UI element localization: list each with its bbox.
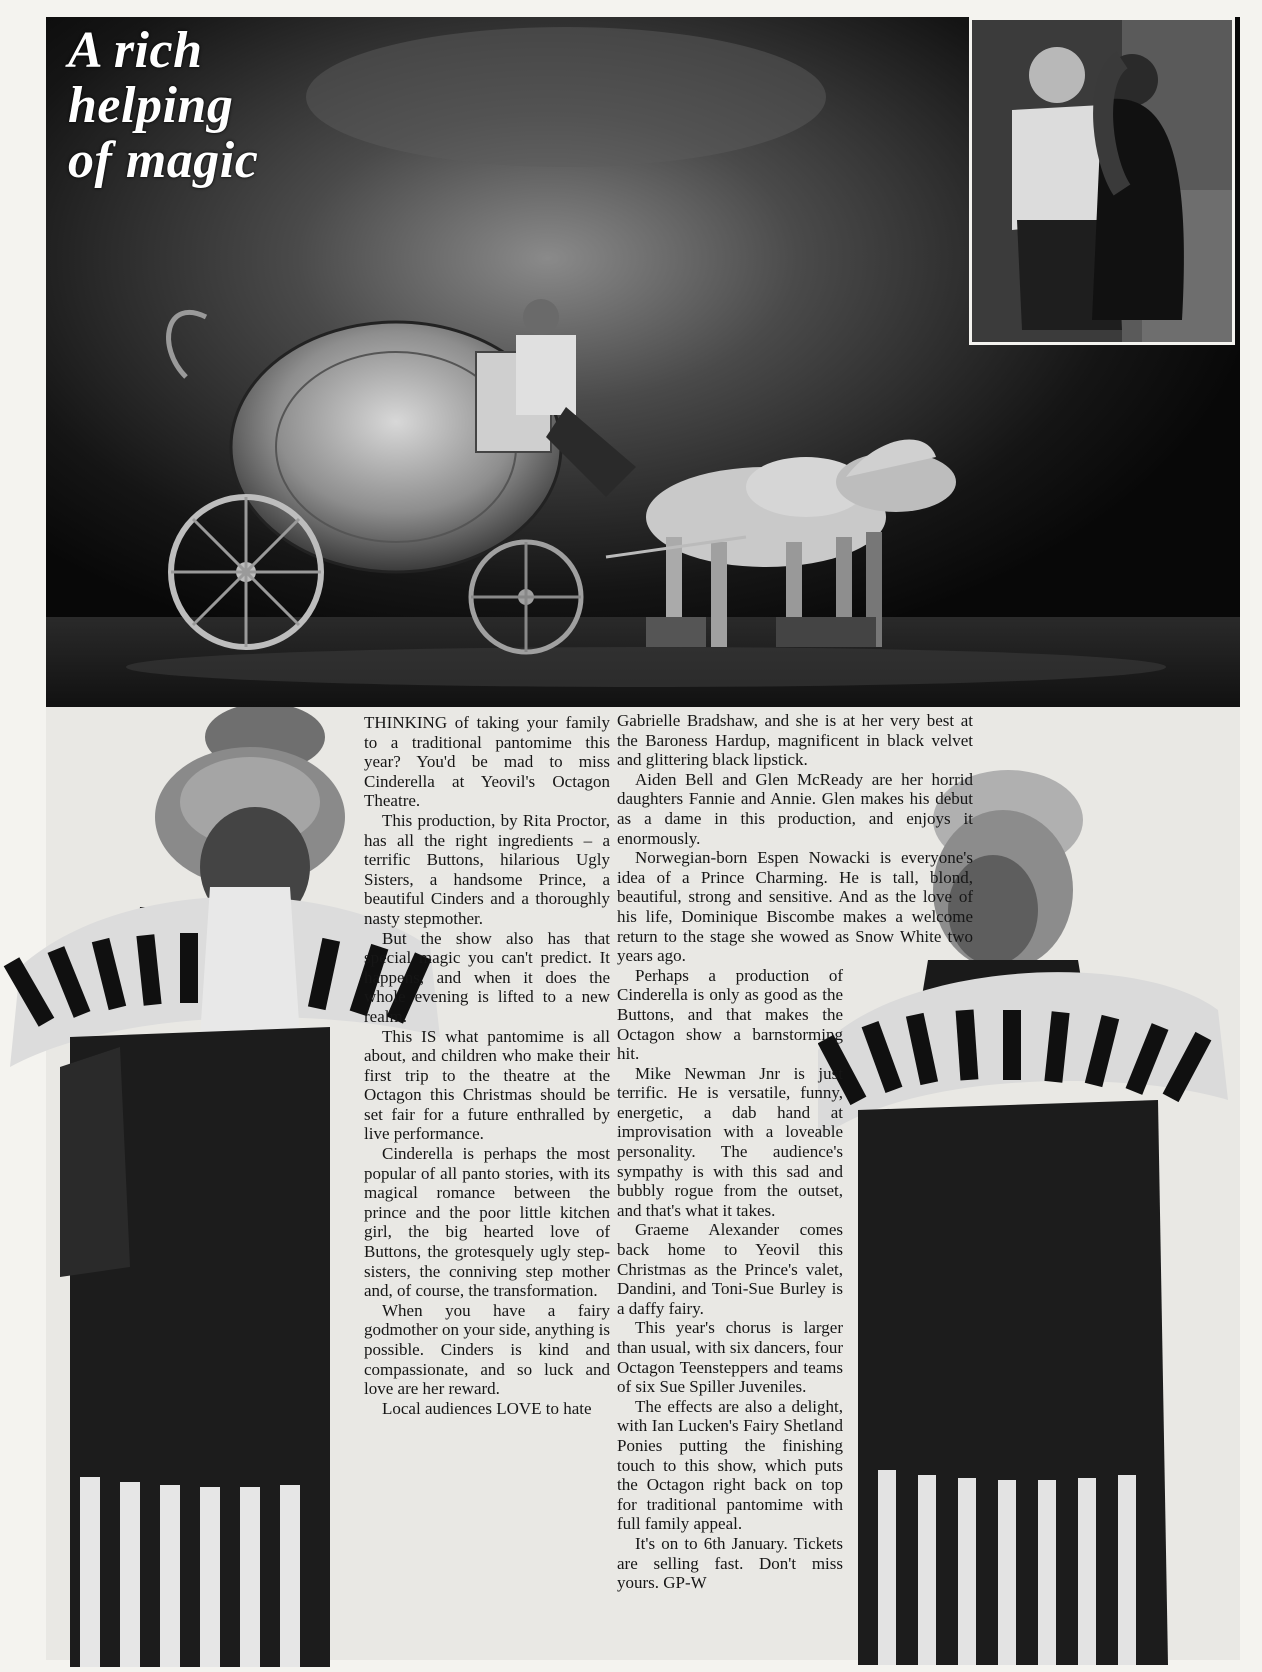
article-paragraph: The effects are also a delight, with Ian Lucken's Fairy Shetland Ponies putting the finishing touch to this show, which puts the Octagon right back on top for traditional pantomime with full family appeal. <box>617 1396 843 1534</box>
headline-line: of magic <box>68 132 259 189</box>
article-paragraph: Local audiences LOVE to hate <box>382 1398 592 1418</box>
headline-line: A rich <box>68 22 203 79</box>
article-paragraph: Gabrielle Bradshaw, and she is at her very best at the Baroness Hardup, magnificent in black velvet and glittering black lipstick. <box>617 711 973 770</box>
article-paragraph: This IS what pantomime is all about, and children who make their first trip to the theatre at the Octagon this Christmas should be set fair for a future enthralled by live performance. <box>364 1026 610 1144</box>
article-paragraph: Cinderella is perhaps the most popular of all panto stories, with its magical romance between the prince and the poor little kitchen girl, the big hearted love of Buttons, the grotesquely ugly step-sisters, the conniving step mother and, of course, the transformation. <box>364 1144 610 1301</box>
article-paragraph: But the show also has that special magic you can't predict. It happens, and when it does the whole evening is lifted to a new realm. <box>364 928 610 1026</box>
article-column-2 <box>617 711 973 1593</box>
article-paragraph: Graeme Alexander comes back home to Yeovil this Christmas as the Prince's valet, Dandini, and Toni-Sue Burley is a daffy fairy. <box>617 1220 843 1318</box>
article-paragraph: This production, by Rita Proctor, has all the right ingredients – a terrific Buttons, hilarious Ugly Sisters, a handsome Prince, a beautiful Cinders and a thoroughly nasty stepmother. <box>364 810 610 928</box>
headline-line: helping <box>68 77 234 134</box>
article-paragraph: Aiden Bell and Glen McReady are her horrid daughters Fannie and Annie. Glen makes his debut as a dame in this production, and enjoys it enormously. <box>617 769 973 848</box>
article-paragraph: Mike Newman Jnr is just terrific. He is versatile, funny, energetic, a dab hand at improvisation with a loveable personality. The audience's sympathy is with this sad and bubbly rogue from the outset, and that's what it takes. <box>617 1063 843 1220</box>
article-paragraph: When you have a fairy godmother on your side, anything is possible. Cinders is kind and compassionate, and so luck and love are her reward. <box>364 1300 610 1399</box>
article-paragraph: This year's chorus is larger than usual, with six dancers, four Octagon Teensteppers and teams of six Sue Spiller Juveniles. <box>617 1318 843 1397</box>
article-paragraph: THINKING of taking your family to a traditional pantomime this year? You'd be mad to miss Cinderella at Yeovil's Octagon Theatre. <box>364 713 610 811</box>
article-paragraph: Perhaps a production of Cinderella is only as good as the Buttons, and that makes the Octagon show a barnstorming hit. <box>617 965 843 1064</box>
prince-cinderella-photo <box>969 17 1235 345</box>
article-column-1 <box>364 713 610 1418</box>
headline <box>68 23 258 188</box>
article-paragraph: Norwegian-born Espen Nowacki is everyone's idea of a Prince Charming. He is tall, blond, beautiful, strong and sensitive. And as the love of his life, Dominique Biscombe makes a welcome return to the stage she wowed as Snow White two years ago. <box>617 848 973 966</box>
article-paragraph: It's on to 6th January. Tickets are selling fast. Don't miss yours. GP-W <box>617 1533 843 1593</box>
